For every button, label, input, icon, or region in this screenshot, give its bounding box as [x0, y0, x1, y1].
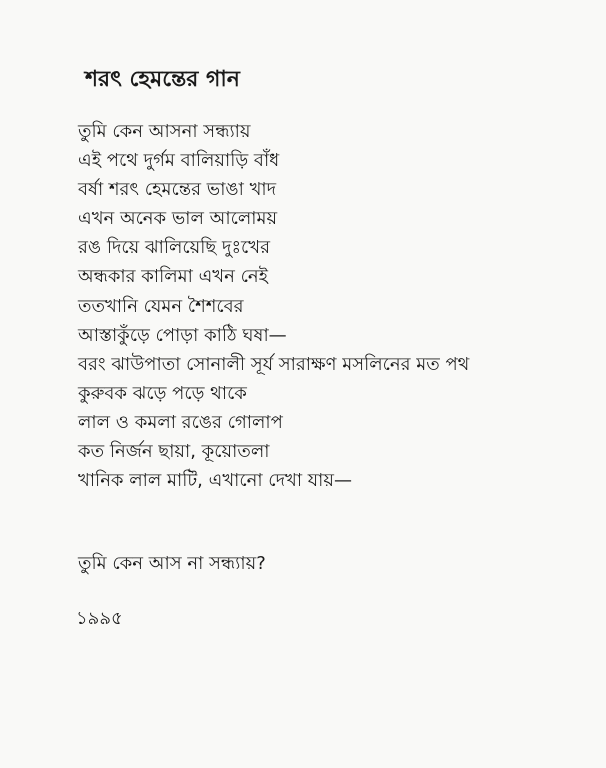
- poem-title: শরৎ হেমন্তের গান: [85, 67, 240, 92]
- poem-line: বর্ষা শরৎ হেমন্তের ভাঙা খাদ: [78, 179, 277, 201]
- poem-line: তুমি কেন আসনা সন্ধ্যায়: [78, 121, 251, 142]
- poem-line: অন্ধকার কালিমা এখন নেই: [78, 266, 268, 288]
- poem-line: ততখানি যেমন শৈশবের: [78, 295, 244, 317]
- poem-line: এখন অনেক ভাল আলোময়: [78, 208, 278, 230]
- poem-line: আস্তাকুঁড়ে পোড়া কাঠি ঘষা—: [78, 324, 287, 346]
- poem-line: এই পথে দুর্গম বালিয়াড়ি বাঁধ: [78, 150, 280, 172]
- poem-line: কত নির্জন ছায়া, কূয়োতলা: [78, 441, 270, 463]
- poem-line: লাল ও কমলা রঙের গোলাপ: [78, 411, 283, 433]
- poem-line: বরং ঝাউপাতা সোনালী সূর্য সারাক্ষণ মসলিনের মত পথ: [78, 353, 470, 375]
- poem-line: কুরুবক ঝড়ে পড়ে থাকে: [78, 382, 247, 404]
- poem-stanza: [78, 117, 469, 495]
- poem-year: ১৯৯৫: [76, 608, 123, 629]
- poem-refrain: তুমি কেন আস না সন্ধ্যায়?: [78, 553, 266, 574]
- poem-line: খানিক লাল মাটি, এখানো দেখা যায়—: [78, 470, 352, 492]
- poem-line: রঙ দিয়ে ঝালিয়েছি দুঃখের: [78, 237, 271, 259]
